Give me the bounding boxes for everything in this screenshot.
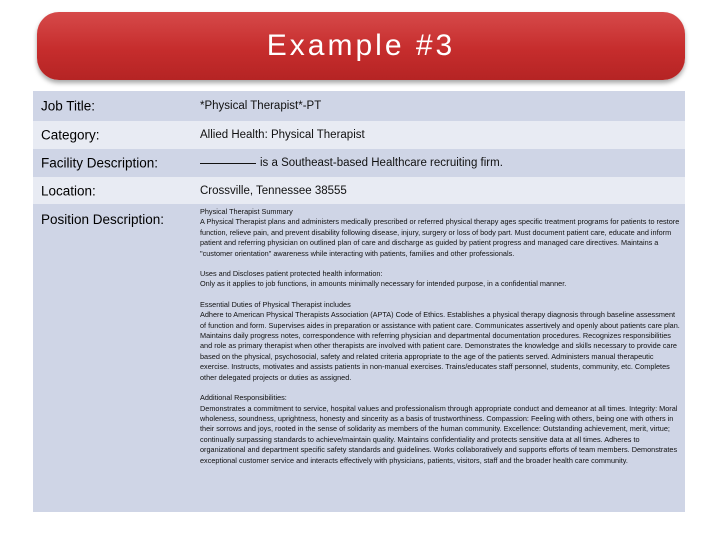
responsibilities-paragraph: Additional Responsibilities: Demonstrates a commitment to service, hospital values and professionalism through appropriate conduct and demeanor at all times. Integrity: Moral wholeness, soundness, uprightness, honesty and sincerity as a basis of trustworthiness. Compassion: Feeling with others, being one with others in their sorrows and joys, rooted in the sense of solidarity as members of the human community. Excellence: Outstanding achievement, merit, virtue; continually surpassing standards to achieve/maintain quality. Maintains confidentiality and protects sensitive data at all times. Adheres to organizational and department specific safety standards and guidelines. Works collaboratively and supports efforts of team members. Demonstrates exceptional customer service and interacts effectively with physicians, patients, visitors, staff and the broader health care community. bbox=[200, 393, 678, 465]
facility-value-wrap bbox=[200, 157, 503, 169]
facility-label: Facility Description: bbox=[41, 155, 159, 171]
phi-paragraph: Uses and Discloses patient protected health information: Only as it applies to job functions, in amounts minimally necessary for intended purpose, in a confidential manner. bbox=[200, 269, 567, 289]
facility-value: is a Southeast-based Healthcare recruiting firm. bbox=[260, 157, 503, 169]
title-banner bbox=[37, 12, 685, 80]
position-label: Position Description: bbox=[41, 212, 165, 227]
summary-paragraph: Physical Therapist Summary A Physical Therapist plans and administers medically prescribed or referred physical therapy ages specific treatment programs for patients to restore function, relieve pain, and prevent disability following disease, injury, surgery or loss of body part. Must document patient care, educate and inform patient and referring physician on outlined plan of care and discharge as guided by patient progress and managed care directives. Maintains a "customer orientation" awareness while interacting with patients, families and other professionals. bbox=[200, 207, 680, 258]
category-value: Allied Health: Physical Therapist bbox=[200, 129, 365, 141]
job-info-table bbox=[33, 91, 685, 512]
slide-title: Example #3 bbox=[266, 29, 456, 62]
position-description bbox=[200, 207, 680, 476]
job-title-label: Job Title: bbox=[41, 98, 96, 114]
redacted-blank bbox=[200, 163, 256, 164]
facility-row bbox=[33, 149, 685, 178]
location-label: Location: bbox=[41, 183, 96, 198]
location-row bbox=[33, 177, 685, 205]
duties-paragraph: Essential Duties of Physical Therapist includes Adhere to American Physical Therapists Association (APTA) Code of Ethics. Establishes a physical therapy diagnosis through baseline assessment of function and form. Supervises aides in preparation or assistance with patient care. Communicates assertively and openly about patients care plan. Maintains daily progress notes, correspondence with referring physician and departmental documentation procedures. Recognizes responsibilities and role as primary therapist when other therapists are involved with patient care. Demonstrates the knowledge and skills necessary to provide care based on the physical, psychosocial, safety and related criteria appropriate to the age of the patients served. Administers manual therapeutic exercise. Instructs, motivates and assists patients in non-manual exercises. Trains/educates staff personnel, students, community, etc. Completes other delegated projects or duties as assigned. bbox=[200, 299, 680, 382]
category-row bbox=[33, 121, 685, 150]
category-label: Category: bbox=[41, 127, 100, 143]
position-row bbox=[33, 204, 685, 513]
job-title-row bbox=[33, 91, 685, 122]
job-title-value: *Physical Therapist*-PT bbox=[200, 100, 322, 112]
location-value: Crossville, Tennessee 38555 bbox=[200, 184, 347, 197]
